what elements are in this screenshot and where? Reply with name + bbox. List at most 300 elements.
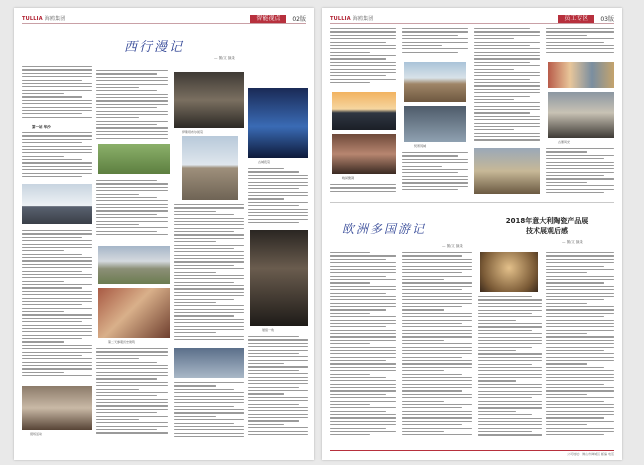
text-line	[174, 278, 244, 279]
left-logo: TULLIA 海鸥集团	[22, 16, 66, 22]
text-line	[330, 434, 370, 435]
text-line	[478, 333, 542, 334]
right-top-col4-text	[546, 28, 614, 58]
text-line	[402, 417, 472, 418]
right-page-number: 03版	[600, 16, 614, 23]
text-line	[248, 219, 308, 220]
text-line	[22, 83, 92, 84]
text-line	[546, 162, 614, 163]
text-line	[474, 48, 540, 49]
text-line	[402, 428, 472, 429]
text-line	[248, 380, 308, 381]
text-line	[22, 301, 92, 302]
text-line	[22, 328, 92, 329]
text-line	[330, 431, 396, 432]
text-line	[402, 434, 472, 435]
text-line	[330, 360, 386, 361]
text-line	[402, 259, 472, 260]
text-line	[546, 309, 614, 310]
text-line	[22, 66, 92, 67]
text-line	[402, 360, 472, 361]
text-line	[478, 377, 542, 378]
text-line	[474, 75, 540, 76]
left-caption-1: 现场活动	[30, 432, 43, 436]
text-line	[546, 262, 614, 263]
text-line	[546, 279, 614, 280]
text-line	[96, 217, 168, 218]
text-line	[546, 45, 614, 46]
right-footer: 公司地址：佛山市禅城区 邮编 电话	[330, 450, 614, 456]
text-line	[330, 72, 396, 73]
text-line	[330, 259, 386, 260]
text-line	[174, 319, 244, 320]
text-line	[546, 52, 614, 53]
text-line	[330, 370, 396, 371]
text-line	[248, 431, 308, 432]
text-line	[402, 52, 458, 53]
text-line	[546, 158, 604, 159]
text-line	[22, 139, 92, 140]
text-line	[330, 296, 396, 297]
text-line	[174, 399, 244, 400]
right-top-col2-text-b	[402, 152, 468, 196]
text-line	[474, 69, 514, 70]
text-line	[478, 384, 542, 385]
text-line	[330, 401, 396, 402]
text-line	[96, 355, 168, 356]
text-line	[248, 383, 308, 384]
text-line	[546, 347, 614, 348]
left-col1-text-a	[22, 66, 92, 122]
text-line	[174, 299, 234, 300]
text-line	[546, 353, 614, 354]
text-line	[22, 294, 92, 295]
text-line	[96, 117, 139, 118]
text-line	[478, 296, 532, 297]
text-line	[248, 192, 308, 193]
text-line	[174, 332, 216, 333]
text-line	[330, 272, 396, 273]
text-line	[96, 190, 168, 191]
text-line	[546, 384, 604, 385]
left-col1-text-c	[22, 230, 92, 380]
text-line	[22, 240, 92, 241]
text-line	[546, 350, 604, 351]
text-line	[546, 306, 614, 307]
text-line	[546, 189, 614, 190]
text-line	[174, 433, 244, 434]
text-line	[248, 404, 299, 405]
text-line	[402, 262, 472, 263]
text-line	[478, 367, 542, 368]
left-photo-tower	[182, 136, 238, 200]
text-line	[402, 421, 472, 422]
text-line	[22, 237, 82, 238]
left-col4-text-a	[248, 168, 308, 226]
text-line	[478, 330, 532, 331]
text-line	[546, 421, 614, 422]
text-line	[96, 204, 168, 205]
text-line	[22, 308, 92, 309]
text-line	[546, 175, 604, 176]
text-line	[248, 212, 308, 213]
text-line	[22, 103, 92, 104]
left-col1-text-b	[22, 132, 92, 180]
text-line	[478, 370, 542, 371]
text-line	[96, 183, 168, 184]
text-line	[330, 286, 396, 287]
text-line	[474, 129, 514, 130]
left-photo-street	[174, 348, 244, 378]
text-line	[402, 176, 468, 177]
text-line	[174, 204, 244, 205]
text-line	[330, 347, 396, 348]
text-line	[248, 350, 308, 351]
text-line	[546, 252, 614, 253]
left-col2-text-c	[96, 348, 168, 438]
text-line	[478, 374, 542, 375]
text-line	[96, 358, 139, 359]
text-line	[478, 323, 542, 324]
text-line	[330, 404, 370, 405]
text-line	[248, 346, 308, 347]
text-line	[546, 417, 604, 418]
text-line	[474, 96, 530, 97]
text-line	[402, 38, 468, 39]
text-line	[474, 79, 530, 80]
text-line	[22, 142, 82, 143]
text-line	[174, 392, 244, 393]
right-photo-hall	[480, 252, 538, 292]
text-line	[478, 414, 532, 415]
right-photo-people	[548, 92, 614, 138]
text-line	[22, 173, 92, 174]
text-line	[248, 343, 308, 344]
text-line	[546, 38, 614, 39]
text-line	[330, 397, 396, 398]
text-line	[478, 320, 516, 321]
text-line	[174, 329, 244, 330]
text-line	[474, 62, 530, 63]
text-line	[330, 357, 396, 358]
text-line	[96, 402, 168, 403]
text-line	[330, 55, 396, 56]
text-line	[96, 375, 168, 376]
text-line	[96, 231, 157, 232]
text-line	[96, 80, 168, 81]
text-line	[248, 198, 284, 199]
text-line	[248, 427, 308, 428]
text-line	[22, 247, 92, 248]
text-line	[22, 287, 82, 288]
text-line	[96, 362, 157, 363]
text-line	[330, 187, 396, 188]
text-line	[402, 172, 458, 173]
text-line	[174, 255, 244, 256]
text-line	[478, 364, 532, 365]
text-line	[402, 31, 468, 32]
text-line	[174, 238, 244, 239]
text-line	[174, 211, 216, 212]
text-line	[22, 311, 64, 312]
text-line	[174, 385, 216, 386]
text-line	[96, 207, 168, 208]
text-line	[22, 375, 92, 376]
text-line	[402, 367, 472, 368]
text-line	[546, 259, 614, 260]
text-line	[22, 331, 92, 332]
right-top-col2-text	[402, 28, 468, 58]
text-line	[402, 269, 472, 270]
text-line	[96, 365, 168, 366]
text-line	[546, 168, 614, 169]
text-line	[474, 52, 540, 53]
text-line	[402, 431, 444, 432]
text-line	[474, 92, 540, 93]
text-line	[248, 168, 284, 169]
text-line	[174, 406, 234, 407]
right-top-col3-text	[474, 28, 540, 144]
text-line	[330, 309, 386, 310]
text-line	[402, 282, 472, 283]
text-line	[546, 178, 614, 179]
text-line	[474, 65, 540, 66]
text-line	[402, 309, 444, 310]
right-caption-2: 梵蒂冈城	[414, 144, 427, 148]
text-line	[546, 357, 614, 358]
text-line	[330, 303, 396, 304]
text-line	[474, 42, 540, 43]
text-line	[402, 272, 462, 273]
right-low-col1-text	[330, 252, 396, 442]
text-line	[330, 58, 386, 59]
text-line	[402, 394, 472, 395]
text-line	[330, 184, 396, 185]
text-line	[330, 31, 396, 32]
text-line	[22, 96, 82, 97]
text-line	[96, 84, 168, 85]
text-line	[474, 55, 540, 56]
text-line	[22, 250, 64, 251]
text-line	[330, 316, 396, 317]
text-line	[22, 135, 92, 136]
text-line	[96, 426, 168, 427]
text-line	[96, 104, 168, 105]
text-line	[174, 302, 216, 303]
left-page-number: 02版	[292, 16, 306, 23]
text-line	[402, 350, 472, 351]
text-line	[22, 166, 92, 167]
text-line	[22, 76, 92, 77]
text-line	[474, 99, 514, 100]
text-line	[174, 268, 244, 269]
text-line	[96, 197, 157, 198]
text-line	[330, 421, 396, 422]
right-header	[330, 14, 614, 24]
text-line	[402, 162, 468, 163]
text-line	[474, 126, 540, 127]
text-line	[22, 277, 92, 278]
text-line	[248, 353, 299, 354]
text-line	[22, 257, 92, 258]
text-line	[402, 374, 462, 375]
text-line	[546, 148, 614, 149]
text-line	[402, 252, 472, 253]
text-line	[546, 182, 587, 183]
text-line	[402, 42, 468, 43]
text-line	[402, 166, 442, 167]
text-line	[402, 390, 462, 391]
text-line	[546, 42, 604, 43]
text-line	[478, 387, 542, 388]
text-line	[330, 62, 396, 63]
right-report-title-line2: 技术展观后感	[526, 227, 568, 235]
text-line	[330, 407, 396, 408]
right-top-col1-text	[330, 28, 396, 88]
text-line	[474, 31, 540, 32]
text-line	[330, 28, 396, 29]
text-line	[22, 368, 92, 369]
text-line	[248, 414, 308, 415]
text-line	[22, 100, 92, 101]
left-photo-night	[248, 88, 308, 158]
text-line	[478, 428, 542, 429]
text-line	[96, 351, 168, 352]
text-line	[546, 411, 614, 412]
text-line	[330, 282, 370, 283]
text-line	[96, 432, 168, 433]
text-line	[478, 411, 516, 412]
text-line	[248, 202, 308, 203]
text-line	[22, 281, 64, 282]
text-line	[546, 151, 587, 152]
text-line	[22, 274, 92, 275]
text-line	[330, 336, 396, 337]
text-line	[174, 245, 244, 246]
text-line	[402, 48, 468, 49]
text-line	[474, 35, 540, 36]
text-line	[22, 264, 92, 265]
text-line	[546, 360, 614, 361]
text-line	[248, 356, 308, 357]
left-title: 西行漫记	[124, 40, 185, 55]
text-line	[546, 172, 614, 173]
text-line	[330, 387, 396, 388]
text-line	[96, 97, 168, 98]
right-divider	[330, 202, 614, 203]
text-line	[402, 306, 462, 307]
text-line	[248, 195, 308, 196]
text-line	[174, 429, 244, 430]
text-line	[174, 221, 244, 222]
text-line	[546, 266, 604, 267]
text-line	[478, 326, 542, 327]
text-line	[546, 185, 614, 186]
left-byline: — 图/文 摘录	[214, 56, 235, 60]
text-line	[22, 86, 92, 87]
right-top-col1-text-b	[330, 184, 396, 196]
text-line	[330, 333, 396, 334]
text-line	[22, 146, 92, 147]
text-line	[96, 114, 168, 115]
text-line	[474, 45, 530, 46]
text-line	[96, 127, 168, 128]
text-line	[22, 267, 92, 268]
text-line	[248, 373, 308, 374]
text-line	[402, 179, 468, 180]
text-line	[174, 426, 244, 427]
text-line	[174, 423, 234, 424]
text-line	[478, 316, 542, 317]
text-line	[402, 286, 472, 287]
text-line	[22, 291, 92, 292]
text-line	[330, 384, 396, 385]
text-line	[96, 429, 157, 430]
text-line	[22, 362, 92, 363]
text-line	[174, 272, 216, 273]
text-line	[96, 348, 168, 349]
text-line	[330, 75, 386, 76]
text-line	[96, 121, 168, 122]
text-line	[22, 156, 64, 157]
text-line	[546, 340, 614, 341]
text-line	[478, 391, 542, 392]
text-line	[22, 335, 92, 336]
text-line	[248, 188, 299, 189]
text-line	[248, 205, 299, 206]
text-line	[248, 377, 308, 378]
right-title: 欧洲多国游记	[342, 222, 427, 236]
text-line	[546, 48, 614, 49]
text-line	[96, 412, 157, 413]
text-line	[478, 404, 542, 405]
text-line	[248, 336, 299, 337]
text-line	[546, 323, 614, 324]
text-line	[22, 260, 92, 261]
text-line	[546, 407, 614, 408]
text-line	[248, 178, 308, 179]
text-line	[478, 313, 532, 314]
text-line	[22, 93, 64, 94]
text-line	[478, 434, 542, 435]
text-line	[22, 132, 92, 133]
text-line	[402, 336, 472, 337]
text-line	[546, 320, 614, 321]
right-low-col2-text	[402, 252, 472, 442]
text-line	[402, 411, 472, 412]
text-line	[22, 325, 92, 326]
text-line	[96, 399, 168, 400]
text-line	[330, 353, 396, 354]
text-line	[402, 182, 468, 183]
text-line	[248, 370, 299, 371]
text-line	[546, 363, 587, 364]
text-line	[474, 109, 540, 110]
left-caption-4: 古城夜景	[258, 160, 271, 164]
text-line	[402, 353, 472, 354]
text-line	[402, 330, 472, 331]
text-line	[402, 299, 472, 300]
text-line	[546, 404, 614, 405]
text-line	[22, 162, 92, 163]
text-line	[330, 35, 396, 36]
text-line	[330, 79, 396, 80]
text-line	[330, 299, 396, 300]
text-line	[330, 255, 396, 256]
text-line	[402, 326, 472, 327]
text-line	[96, 419, 139, 420]
text-line	[330, 350, 396, 351]
